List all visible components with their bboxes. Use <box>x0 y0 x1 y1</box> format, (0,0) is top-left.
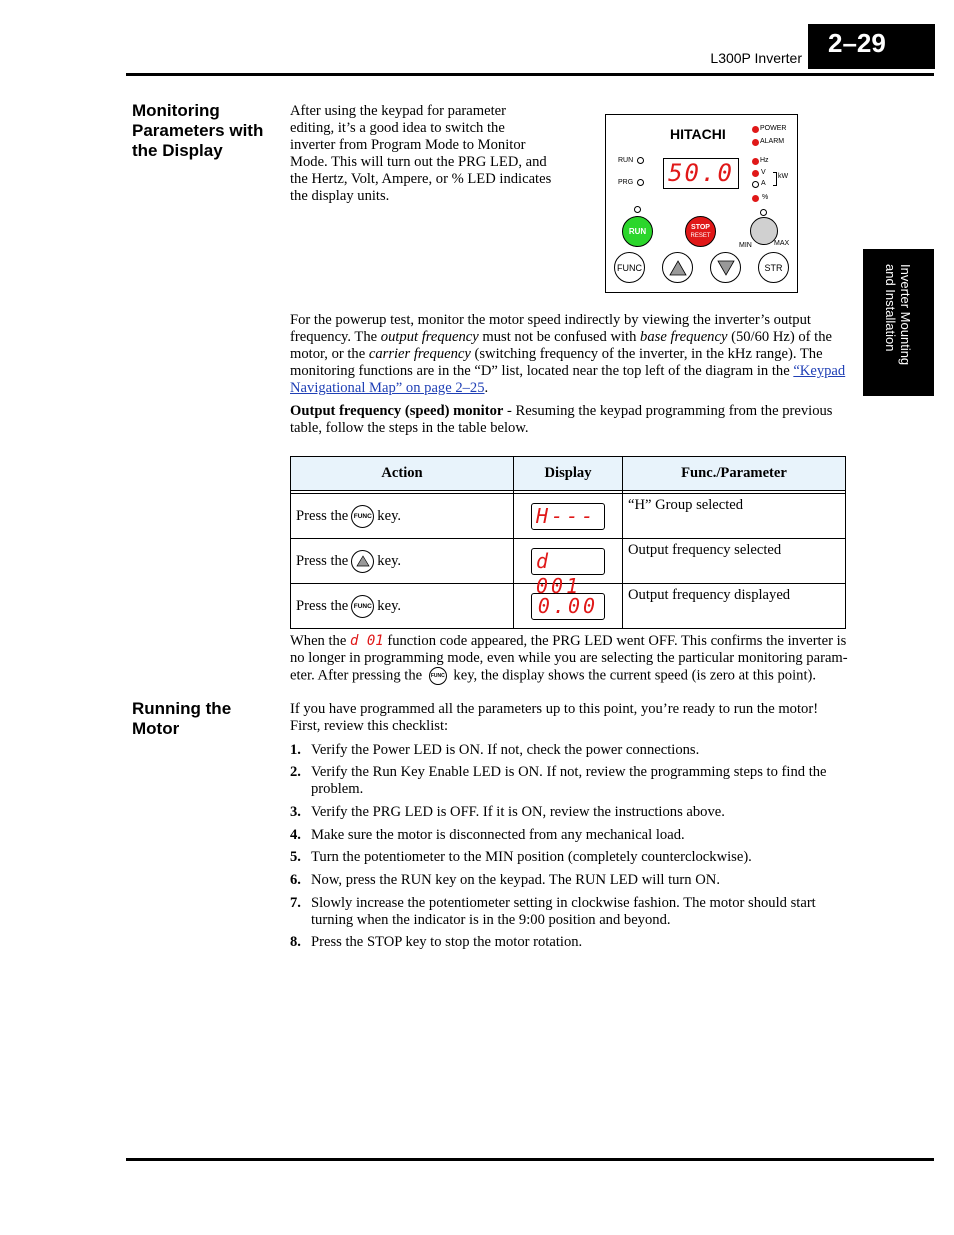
func-key[interactable]: FUNC <box>614 252 645 283</box>
list-number: 8. <box>290 934 301 950</box>
running-motor-intro: If you have programmed all the parameters up to this point, you’re ready to run the motor! First, review this checklist: <box>290 701 819 734</box>
list-number: 5. <box>290 849 301 865</box>
down-triangle-icon <box>717 260 735 276</box>
prg-led-label: PRG <box>618 179 634 186</box>
monitor-steps-table <box>290 456 846 629</box>
keypad-map-link[interactable]: “Keypad Navigational Map” on page 2–25 <box>290 363 846 396</box>
power-led <box>752 126 759 133</box>
chapter-side-tab-text <box>883 264 913 400</box>
list-text: Turn the potentiometer to the MIN position (completely counterclockwise). <box>311 849 752 865</box>
list-text: Verify the PRG LED is OFF. If it is ON, review the instructions above. <box>311 804 725 820</box>
volt-led-label: V <box>761 169 766 176</box>
output-frequency-monitor-paragraph <box>290 403 846 437</box>
run-led-label: RUN <box>618 157 634 164</box>
up-triangle-icon <box>356 555 370 567</box>
brand-logo: HITACHI <box>670 126 726 142</box>
action-cell <box>291 584 514 629</box>
func-key-icon: FUNC <box>351 505 374 528</box>
table-row <box>291 539 846 584</box>
kw-bracket <box>773 172 777 186</box>
side-tab-line-2: and Installation <box>883 264 898 352</box>
param-cell: Output frequency selected <box>623 539 846 584</box>
list-text: Press the STOP key to stop the motor rotation. <box>311 934 583 950</box>
percent-led <box>752 195 759 202</box>
p2-text-a: For the powerup test, monitor the motor speed indirectly by viewing the inverter’s output frequency. The <box>290 312 811 345</box>
func-key-icon: FUNC <box>429 667 447 685</box>
list-text: Verify the Run Key Enable LED is ON. If not, review the programming steps to find the problem. <box>311 764 827 797</box>
hz-led-label: Hz <box>760 157 769 164</box>
chapter-side-tab <box>863 249 934 396</box>
kw-label: kW <box>778 173 789 180</box>
run-key[interactable]: RUN <box>622 216 653 247</box>
volt-led <box>752 170 759 177</box>
display-cell <box>514 494 623 539</box>
action-post: key. <box>377 597 402 614</box>
lcd-display: d 001 <box>531 548 605 575</box>
p2-text-e: . <box>484 380 489 396</box>
power-led-label: POWER <box>760 125 787 132</box>
lcd-display: H--- <box>531 503 605 530</box>
action-pre: Press the <box>296 507 349 524</box>
p2-emphasis-carrier-frequency: carrier frequency <box>368 346 471 362</box>
func-key-icon: FUNC <box>351 595 374 618</box>
prg-led <box>637 179 644 186</box>
up-key-icon <box>351 550 374 573</box>
list-text: Now, press the RUN key on the keypad. The RUN LED will turn ON. <box>311 872 720 888</box>
list-number: 4. <box>290 827 301 843</box>
p2-emphasis-base-frequency: base frequency <box>640 329 728 345</box>
param-cell: Output frequency displayed <box>623 584 846 629</box>
run-key-enable-led <box>634 206 641 213</box>
p4-text-a: When the <box>290 633 350 649</box>
percent-led-label: % <box>762 194 769 201</box>
table-row <box>291 494 846 539</box>
list-number: 2. <box>290 764 301 780</box>
footer-rule <box>126 1158 934 1161</box>
up-key[interactable] <box>662 252 693 283</box>
p2-text-c: (50/60 Hz) of the motor, or the <box>290 329 833 362</box>
down-key[interactable] <box>710 252 741 283</box>
lcd-display: 0.00 <box>531 593 605 620</box>
header-product-name: L300P Inverter <box>710 50 802 66</box>
potentiometer-led <box>760 209 767 216</box>
action-post: key. <box>377 552 402 569</box>
p2-text-b: must not be confused with <box>478 329 641 345</box>
action-pre: Press the <box>296 552 349 569</box>
amp-led <box>752 181 759 188</box>
list-text: Make sure the motor is disconnected from any mechanical load. <box>311 827 685 843</box>
p3-text: - Resuming the keypad programming from the previous table, follow the steps in the table below. <box>290 403 833 436</box>
list-number: 7. <box>290 895 301 911</box>
page-number-box <box>808 24 935 69</box>
run-led <box>637 157 644 164</box>
table-header-row <box>291 457 846 491</box>
list-text: Verify the Power LED is ON. If not, check the power connections. <box>311 742 700 758</box>
page-number: 2–29 <box>828 28 886 58</box>
header-display: Display <box>514 457 623 491</box>
alarm-led <box>752 139 759 146</box>
action-cell <box>291 539 514 584</box>
list-text: Slowly increase the potentiometer setting in clockwise fashion. The motor should start turning when the indicator is in the 9:00 position and beyond. <box>311 895 816 928</box>
header-rule <box>126 73 934 76</box>
p2-text-d: (switching frequency of the inverter, in the kHz range). The monitoring functions are in the “D” list, located near the top left of the diagram in the <box>290 346 823 379</box>
prg-led-off-paragraph <box>290 633 848 685</box>
pot-min-label: MIN <box>739 242 752 249</box>
p4-text-c: key, the display shows the current speed (is zero at this point). <box>449 667 817 684</box>
powerup-test-paragraph <box>290 312 848 397</box>
stop-reset-key[interactable] <box>685 216 716 247</box>
pot-max-label: MAX <box>774 240 790 247</box>
stop-label: STOP <box>691 223 710 231</box>
section-heading-running-motor: Running the Motor <box>132 699 232 738</box>
hz-led <box>752 158 759 165</box>
list-number: 3. <box>290 804 301 820</box>
p3-bold-label: Output frequency (speed) monitor <box>290 403 504 419</box>
str-key[interactable]: STR <box>758 252 789 283</box>
list-number: 6. <box>290 872 301 888</box>
p2-emphasis-output-frequency: output frequency <box>380 329 479 345</box>
monitoring-intro-paragraph: After using the keypad for parameter editing, it’s a good idea to switch the inverter from Program Mode to Monitor Mode. This will turn out the PRG LED, and the Hertz, Volt, Ampere, or % LED indicates the display units. <box>290 103 552 204</box>
header-action: Action <box>291 457 514 491</box>
keypad-illustration <box>605 114 798 293</box>
side-tab-line-1: Inverter Mounting <box>898 264 913 366</box>
param-cell: “H” Group selected <box>623 494 846 539</box>
action-cell <box>291 494 514 539</box>
alarm-led-label: ALARM <box>760 138 785 145</box>
action-post: key. <box>377 507 402 524</box>
amp-led-label: A <box>761 180 766 187</box>
function-code-d01: d 01 <box>349 633 384 649</box>
display-cell <box>514 539 623 598</box>
keypad-display: 50.0 <box>663 158 739 189</box>
header-func-parameter: Func./Parameter <box>623 457 846 491</box>
up-triangle-icon <box>669 260 687 276</box>
action-pre: Press the <box>296 597 349 614</box>
p4-text-b: function code appeared, the PRG LED went OFF. This confirms the inverter is no longer in programming mode, even while you are selecting the particular monitoring param- eter. After pressing the <box>290 633 848 684</box>
section-heading-monitoring: Monitoring Parameters with the Display <box>132 101 264 160</box>
reset-label: RESET <box>690 232 711 239</box>
list-number: 1. <box>290 742 301 758</box>
